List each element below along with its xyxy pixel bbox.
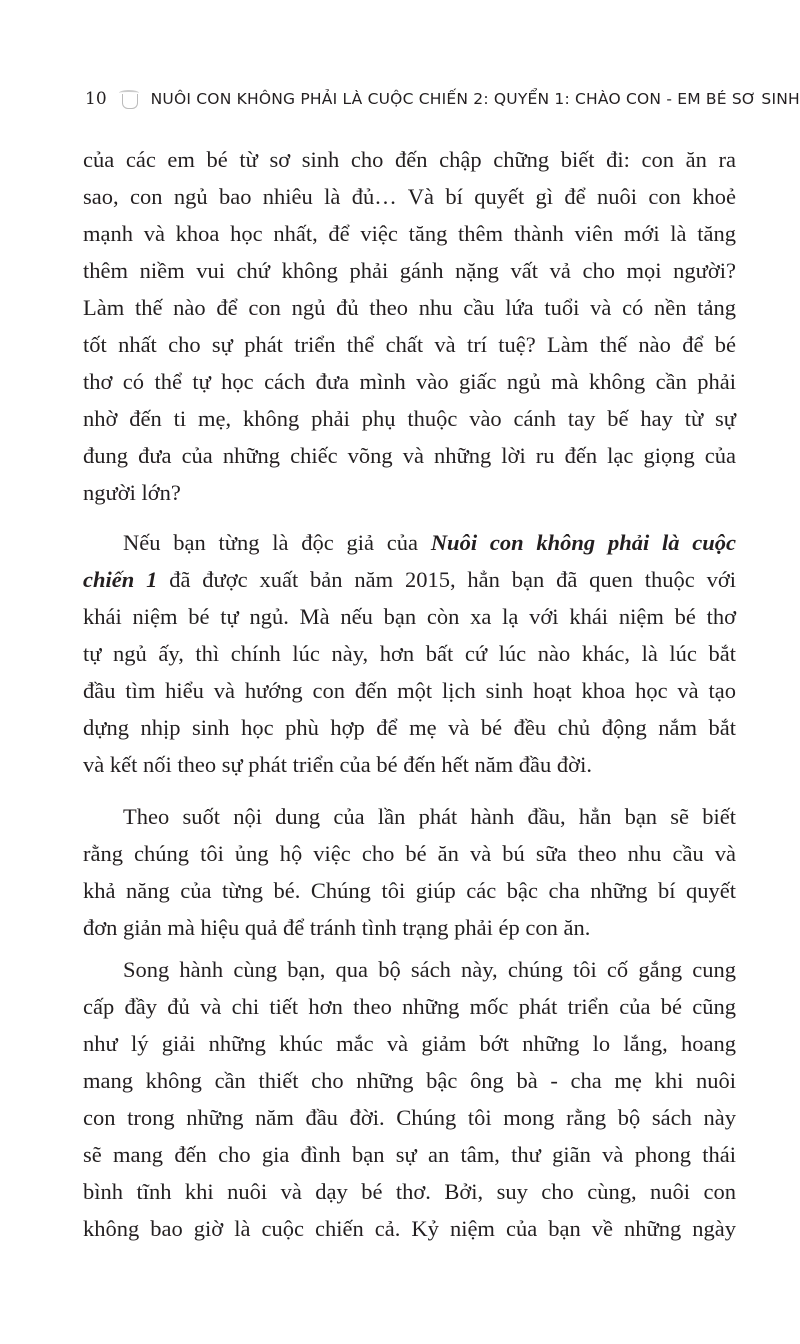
text-line (83, 437, 736, 474)
text-line (83, 326, 736, 363)
text-line (83, 798, 736, 835)
text-line (83, 1099, 736, 1136)
text-line (83, 1136, 736, 1173)
header-title: NUÔI CON KHÔNG PHẢI LÀ CUỘC CHIẾN 2: QUYỂN 1: CHÀO CON - EM BÉ SƠ SINH (150, 90, 800, 108)
text-segment: Song hành cùng bạn, qua bộ sách này, chúng tôi cố gắng cung (123, 957, 736, 982)
text-line (83, 474, 736, 511)
text-line (83, 909, 736, 946)
text-line (83, 363, 736, 400)
text-segment: người lớn? (83, 480, 181, 505)
text-line (83, 988, 736, 1025)
text-segment: Nếu bạn từng là độc giả của (123, 530, 431, 555)
text-segment: đã được xuất bản năm 2015, hẳn bạn đã quen thuộc với (157, 567, 736, 592)
text-line (83, 178, 736, 215)
text-segment: không bao giờ là cuộc chiến cả. Kỷ niệm của bạn về những ngày (83, 1216, 736, 1241)
text-segment: sao, con ngủ bao nhiêu là đủ… Và bí quyết gì để nuôi con khoẻ (83, 184, 736, 209)
text-line (83, 1062, 736, 1099)
text-segment: rằng chúng tôi ủng hộ việc cho bé ăn và bú sữa theo nhu cầu và (83, 841, 736, 866)
text-line (83, 872, 736, 909)
text-segment: cấp đầy đủ và chi tiết hơn theo những mốc phát triển của bé cũng (83, 994, 736, 1019)
text-segment: và kết nối theo sự phát triển của bé đến hết năm đầu đời. (83, 752, 592, 777)
text-segment: đung đưa của những chiếc võng và những lời ru đến lạc giọng của (83, 443, 736, 468)
text-line (83, 1025, 736, 1062)
book-title-italic: Nuôi con không phải là cuộc (430, 530, 736, 555)
text-segment: dựng nhịp sinh học phù hợp để mẹ và bé đều chủ động nắm bắt (83, 715, 736, 740)
text-segment: bình tĩnh khi nuôi và dạy bé thơ. Bởi, suy cho cùng, nuôi con (83, 1179, 736, 1204)
text-line (83, 672, 736, 709)
book-title-italic: chiến 1 (83, 567, 158, 592)
paragraph (83, 141, 736, 511)
text-line (83, 598, 736, 635)
text-segment: nhờ đến ti mẹ, không phải phụ thuộc vào cánh tay bế hay từ sự (83, 406, 736, 431)
text-line (83, 252, 736, 289)
page-number: 10 (85, 89, 107, 109)
cup-logo-icon (119, 86, 139, 112)
text-line (83, 951, 736, 988)
text-segment: con trong những năm đầu đời. Chúng tôi mong rằng bộ sách này (83, 1105, 736, 1130)
text-segment: của các em bé từ sơ sinh cho đến chập chững biết đi: con ăn ra (83, 147, 736, 172)
text-line (83, 709, 736, 746)
text-line (83, 524, 736, 561)
text-segment: mạnh và khoa học nhất, để việc tăng thêm thành viên mới là tăng (83, 221, 736, 246)
text-segment: thơ có thể tự học cách đưa mình vào giấc ngủ mà không cần phải (83, 369, 736, 394)
text-segment: thêm niềm vui chứ không phải gánh nặng vất vả cho mọi người? (83, 258, 736, 283)
running-header (85, 86, 800, 112)
text-segment: đầu tìm hiểu và hướng con đến một lịch sinh hoạt khoa học và tạo (83, 678, 736, 703)
text-line (83, 400, 736, 437)
text-segment: tốt nhất cho sự phát triển thể chất và trí tuệ? Làm thế nào để bé (83, 332, 736, 357)
text-segment: đơn giản mà hiệu quả để tránh tình trạng phải ép con ăn. (83, 915, 591, 940)
text-segment: Theo suốt nội dung của lần phát hành đầu, hẳn bạn sẽ biết (123, 804, 736, 829)
text-segment: Làm thế nào để con ngủ đủ theo nhu cầu lứa tuổi và có nền tảng (83, 295, 736, 320)
text-line (83, 1210, 736, 1247)
text-line (83, 635, 736, 672)
text-segment: khả năng của từng bé. Chúng tôi giúp các bậc cha những bí quyết (83, 878, 736, 903)
text-segment: khái niệm bé tự ngủ. Mà nếu bạn còn xa lạ với khái niệm bé thơ (83, 604, 736, 629)
text-segment: sẽ mang đến cho gia đình bạn sự an tâm, thư giãn và phong thái (83, 1142, 736, 1167)
text-line (83, 835, 736, 872)
paragraph (83, 798, 736, 946)
text-segment: mang không cần thiết cho những bậc ông bà - cha mẹ khi nuôi (83, 1068, 736, 1093)
text-segment: tự ngủ ấy, thì chính lúc này, hơn bất cứ lúc nào khác, là lúc bắt (83, 641, 736, 666)
text-line (83, 141, 736, 178)
text-line (83, 746, 736, 783)
text-line (83, 289, 736, 326)
paragraph (83, 951, 736, 1247)
text-line (83, 215, 736, 252)
paragraph (83, 524, 736, 783)
text-line (83, 1173, 736, 1210)
text-line (83, 561, 736, 598)
text-segment: như lý giải những khúc mắc và giảm bớt những lo lắng, hoang (83, 1031, 736, 1056)
